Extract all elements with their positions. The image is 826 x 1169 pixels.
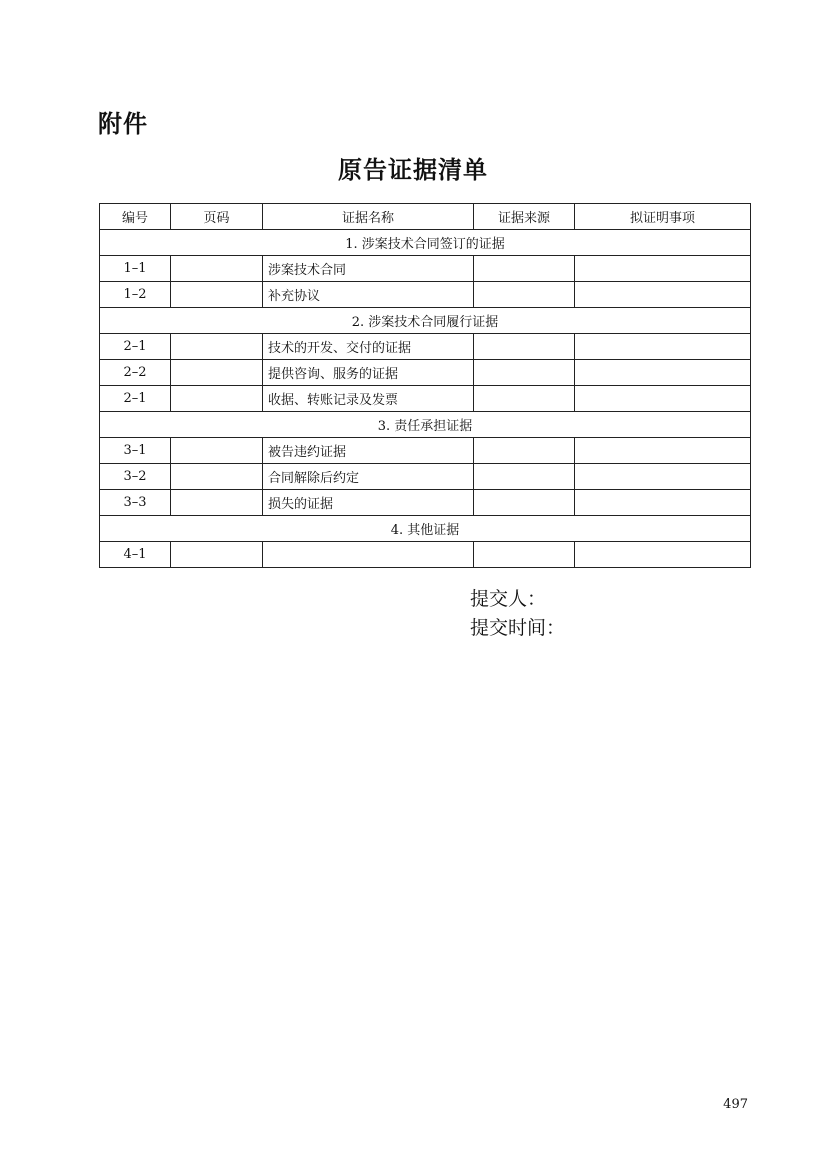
header-page: 页码 (171, 204, 263, 230)
cell-evidence-name: 提供咨询、服务的证据 (263, 360, 474, 386)
group-heading-row (100, 308, 751, 334)
cell-purpose (575, 256, 751, 282)
cell-number: 3–3 (100, 490, 171, 516)
cell-page (171, 386, 263, 412)
table-row (100, 490, 751, 516)
group-heading-row (100, 230, 751, 256)
group-heading: 4. 其他证据 (100, 516, 751, 542)
cell-evidence-source (474, 542, 575, 568)
table-row (100, 438, 751, 464)
group-heading: 3. 责任承担证据 (100, 412, 751, 438)
header-evidence-name: 证据名称 (263, 204, 474, 230)
cell-number: 2–1 (100, 386, 171, 412)
cell-evidence-source (474, 256, 575, 282)
cell-evidence-source (474, 282, 575, 308)
cell-number: 1–2 (100, 282, 171, 308)
document-title: 原告证据清单 (338, 155, 488, 184)
cell-purpose (575, 490, 751, 516)
table-row (100, 334, 751, 360)
evidence-table (99, 203, 751, 568)
table-header-row (100, 204, 751, 230)
cell-number: 1–1 (100, 256, 171, 282)
cell-purpose (575, 464, 751, 490)
cell-purpose (575, 334, 751, 360)
submit-time-label: 提交时间： (470, 617, 566, 639)
cell-purpose (575, 438, 751, 464)
cell-evidence-name: 合同解除后约定 (263, 464, 474, 490)
cell-page (171, 490, 263, 516)
cell-evidence-name: 损失的证据 (263, 490, 474, 516)
table-row (100, 360, 751, 386)
cell-number: 3–2 (100, 464, 171, 490)
cell-number: 4–1 (100, 542, 171, 568)
table-row (100, 282, 751, 308)
cell-page (171, 334, 263, 360)
cell-evidence-source (474, 334, 575, 360)
cell-page (171, 438, 263, 464)
cell-evidence-source (474, 438, 575, 464)
table-row (100, 256, 751, 282)
attachment-label: 附件 (98, 110, 148, 138)
group-heading-row (100, 516, 751, 542)
group-heading-row (100, 412, 751, 438)
cell-purpose (575, 282, 751, 308)
cell-evidence-source (474, 490, 575, 516)
cell-evidence-source (474, 386, 575, 412)
page-number: 497 (723, 1097, 748, 1112)
cell-number: 2–2 (100, 360, 171, 386)
cell-evidence-name: 技术的开发、交付的证据 (263, 334, 474, 360)
cell-evidence-name: 收据、转账记录及发票 (263, 386, 474, 412)
cell-evidence-source (474, 464, 575, 490)
cell-page (171, 542, 263, 568)
cell-purpose (575, 542, 751, 568)
group-heading: 2. 涉案技术合同履行证据 (100, 308, 751, 334)
cell-purpose (575, 360, 751, 386)
submitter-label: 提交人： (470, 588, 547, 610)
header-number: 编号 (100, 204, 171, 230)
cell-evidence-name: 补充协议 (263, 282, 474, 308)
cell-number: 3–1 (100, 438, 171, 464)
table-row (100, 542, 751, 568)
cell-evidence-name: 被告违约证据 (263, 438, 474, 464)
cell-evidence-name: 涉案技术合同 (263, 256, 474, 282)
cell-page (171, 360, 263, 386)
cell-page (171, 282, 263, 308)
cell-evidence-name (263, 542, 474, 568)
cell-evidence-source (474, 360, 575, 386)
table-row (100, 386, 751, 412)
header-evidence-source: 证据来源 (474, 204, 575, 230)
cell-purpose (575, 386, 751, 412)
cell-page (171, 256, 263, 282)
cell-page (171, 464, 263, 490)
cell-number: 2–1 (100, 334, 171, 360)
table-row (100, 464, 751, 490)
group-heading: 1. 涉案技术合同签订的证据 (100, 230, 751, 256)
header-purpose: 拟证明事项 (575, 204, 751, 230)
